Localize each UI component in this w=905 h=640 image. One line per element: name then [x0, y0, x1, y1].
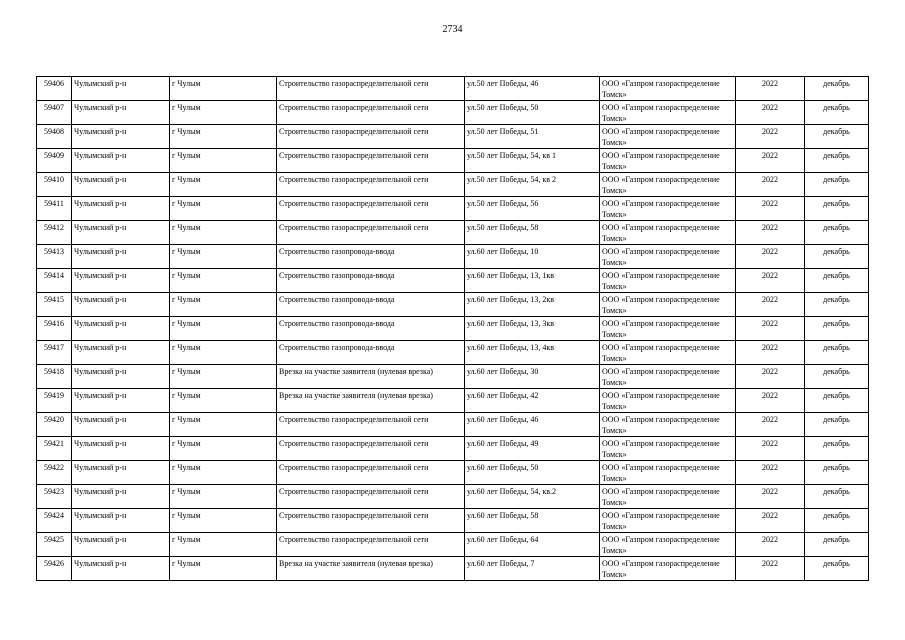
month-cell: декабрь — [805, 365, 869, 389]
settlement-cell: г Чулым — [170, 509, 277, 533]
year-cell: 2022 — [736, 197, 805, 221]
month-cell: декабрь — [805, 269, 869, 293]
settlement-cell: г Чулым — [170, 533, 277, 557]
year-cell: 2022 — [736, 173, 805, 197]
work-type-cell: Врезка на участке заявителя (нулевая врезка) — [277, 389, 465, 413]
year-cell: 2022 — [736, 437, 805, 461]
year-cell: 2022 — [736, 485, 805, 509]
row-number-cell: 59410 — [37, 173, 72, 197]
address-cell: ул.60 лет Победы, 13, 4кв — [465, 341, 600, 365]
district-cell: Чулымский р-н — [72, 485, 170, 509]
district-cell: Чулымский р-н — [72, 173, 170, 197]
work-type-cell: Строительство газораспределительной сети — [277, 221, 465, 245]
organization-cell: ООО «Газпром газораспределение Томск» — [600, 125, 736, 149]
organization-cell: ООО «Газпром газораспределение Томск» — [600, 245, 736, 269]
month-cell: декабрь — [805, 197, 869, 221]
district-cell: Чулымский р-н — [72, 149, 170, 173]
year-cell: 2022 — [736, 101, 805, 125]
year-cell: 2022 — [736, 269, 805, 293]
district-cell: Чулымский р-н — [72, 125, 170, 149]
table-row — [37, 485, 869, 509]
district-cell: Чулымский р-н — [72, 269, 170, 293]
table-row — [37, 317, 869, 341]
month-cell: декабрь — [805, 533, 869, 557]
table-row — [37, 173, 869, 197]
work-type-cell: Строительство газопровода-ввода — [277, 317, 465, 341]
table-row — [37, 149, 869, 173]
month-cell: декабрь — [805, 245, 869, 269]
settlement-cell: г Чулым — [170, 557, 277, 581]
organization-cell: ООО «Газпром газораспределение Томск» — [600, 485, 736, 509]
month-cell: декабрь — [805, 461, 869, 485]
work-type-cell: Строительство газопровода-ввода — [277, 245, 465, 269]
organization-cell: ООО «Газпром газораспределение Томск» — [600, 341, 736, 365]
month-cell: декабрь — [805, 557, 869, 581]
address-cell: ул.60 лет Победы, 58 — [465, 509, 600, 533]
district-cell: Чулымский р-н — [72, 533, 170, 557]
district-cell: Чулымский р-н — [72, 461, 170, 485]
address-cell: ул.60 лет Победы, 30 — [465, 365, 600, 389]
address-cell: ул.60 лет Победы, 13, 3кв — [465, 317, 600, 341]
year-cell: 2022 — [736, 293, 805, 317]
settlement-cell: г Чулым — [170, 293, 277, 317]
district-cell: Чулымский р-н — [72, 389, 170, 413]
row-number-cell: 59408 — [37, 125, 72, 149]
organization-cell: ООО «Газпром газораспределение Томск» — [600, 221, 736, 245]
table-row — [37, 125, 869, 149]
work-type-cell: Строительство газораспределительной сети — [277, 173, 465, 197]
address-cell: ул.50 лет Победы, 54, кв 2 — [465, 173, 600, 197]
table-row — [37, 245, 869, 269]
district-cell: Чулымский р-н — [72, 509, 170, 533]
district-cell: Чулымский р-н — [72, 437, 170, 461]
table-row — [37, 77, 869, 101]
address-cell: ул.50 лет Победы, 58 — [465, 221, 600, 245]
table-row — [37, 365, 869, 389]
organization-cell: ООО «Газпром газораспределение Томск» — [600, 197, 736, 221]
row-number-cell: 59415 — [37, 293, 72, 317]
row-number-cell: 59425 — [37, 533, 72, 557]
work-type-cell: Строительство газопровода-ввода — [277, 293, 465, 317]
year-cell: 2022 — [736, 509, 805, 533]
address-cell: ул.60 лет Победы, 64 — [465, 533, 600, 557]
address-cell: ул.50 лет Победы, 50 — [465, 101, 600, 125]
month-cell: декабрь — [805, 77, 869, 101]
table-row — [37, 413, 869, 437]
row-number-cell: 59421 — [37, 437, 72, 461]
row-number-cell: 59422 — [37, 461, 72, 485]
organization-cell: ООО «Газпром газораспределение Томск» — [600, 173, 736, 197]
address-cell: ул.60 лет Победы, 13, 1кв — [465, 269, 600, 293]
work-type-cell: Строительство газопровода-ввода — [277, 341, 465, 365]
month-cell: декабрь — [805, 509, 869, 533]
settlement-cell: г Чулым — [170, 269, 277, 293]
row-number-cell: 59411 — [37, 197, 72, 221]
row-number-cell: 59413 — [37, 245, 72, 269]
district-cell: Чулымский р-н — [72, 197, 170, 221]
district-cell: Чулымский р-н — [72, 557, 170, 581]
settlement-cell: г Чулым — [170, 485, 277, 509]
address-cell: ул.60 лет Победы, 54, кв.2 — [465, 485, 600, 509]
work-type-cell: Врезка на участке заявителя (нулевая врезка) — [277, 365, 465, 389]
month-cell: декабрь — [805, 341, 869, 365]
month-cell: декабрь — [805, 389, 869, 413]
row-number-cell: 59406 — [37, 77, 72, 101]
organization-cell: ООО «Газпром газораспределение Томск» — [600, 269, 736, 293]
settlement-cell: г Чулым — [170, 413, 277, 437]
district-cell: Чулымский р-н — [72, 413, 170, 437]
table-row — [37, 341, 869, 365]
month-cell: декабрь — [805, 221, 869, 245]
month-cell: декабрь — [805, 317, 869, 341]
month-cell: декабрь — [805, 173, 869, 197]
settlement-cell: г Чулым — [170, 173, 277, 197]
table-row — [37, 557, 869, 581]
district-cell: Чулымский р-н — [72, 101, 170, 125]
address-cell: ул.60 лет Победы, 7 — [465, 557, 600, 581]
table-row — [37, 389, 869, 413]
settlement-cell: г Чулым — [170, 317, 277, 341]
settlement-cell: г Чулым — [170, 461, 277, 485]
year-cell: 2022 — [736, 389, 805, 413]
month-cell: декабрь — [805, 485, 869, 509]
organization-cell: ООО «Газпром газораспределение Томск» — [600, 437, 736, 461]
settlement-cell: г Чулым — [170, 197, 277, 221]
work-type-cell: Врезка на участке заявителя (нулевая врезка) — [277, 557, 465, 581]
district-cell: Чулымский р-н — [72, 293, 170, 317]
settlement-cell: г Чулым — [170, 437, 277, 461]
month-cell: декабрь — [805, 437, 869, 461]
year-cell: 2022 — [736, 413, 805, 437]
settlement-cell: г Чулым — [170, 245, 277, 269]
address-cell: ул.60 лет Победы, 49 — [465, 437, 600, 461]
organization-cell: ООО «Газпром газораспределение Томск» — [600, 557, 736, 581]
month-cell: декабрь — [805, 413, 869, 437]
settlement-cell: г Чулым — [170, 365, 277, 389]
address-cell: ул.50 лет Победы, 54, кв 1 — [465, 149, 600, 173]
settlement-cell: г Чулым — [170, 221, 277, 245]
month-cell: декабрь — [805, 101, 869, 125]
row-number-cell: 59423 — [37, 485, 72, 509]
work-type-cell: Строительство газопровода-ввода — [277, 269, 465, 293]
table-row — [37, 509, 869, 533]
organization-cell: ООО «Газпром газораспределение Томск» — [600, 509, 736, 533]
settlement-cell: г Чулым — [170, 389, 277, 413]
organization-cell: ООО «Газпром газораспределение Томск» — [600, 533, 736, 557]
address-cell: ул.60 лет Победы, 50 — [465, 461, 600, 485]
address-cell: ул.60 лет Победы, 46 — [465, 413, 600, 437]
organization-cell: ООО «Газпром газораспределение Томск» — [600, 149, 736, 173]
table-row — [37, 461, 869, 485]
district-cell: Чулымский р-н — [72, 245, 170, 269]
year-cell: 2022 — [736, 77, 805, 101]
organization-cell: ООО «Газпром газораспределение Томск» — [600, 317, 736, 341]
organization-cell: ООО «Газпром газораспределение Томск» — [600, 77, 736, 101]
district-cell: Чулымский р-н — [72, 341, 170, 365]
organization-cell: ООО «Газпром газораспределение Томск» — [600, 461, 736, 485]
settlement-cell: г Чулым — [170, 101, 277, 125]
work-type-cell: Строительство газораспределительной сети — [277, 77, 465, 101]
row-number-cell: 59426 — [37, 557, 72, 581]
work-type-cell: Строительство газораспределительной сети — [277, 197, 465, 221]
row-number-cell: 59414 — [37, 269, 72, 293]
work-type-cell: Строительство газораспределительной сети — [277, 509, 465, 533]
organization-cell: ООО «Газпром газораспределение Томск» — [600, 389, 736, 413]
work-type-cell: Строительство газораспределительной сети — [277, 125, 465, 149]
page-number: 2734 — [442, 24, 463, 35]
work-type-cell: Строительство газораспределительной сети — [277, 533, 465, 557]
year-cell: 2022 — [736, 245, 805, 269]
organization-cell: ООО «Газпром газораспределение Томск» — [600, 293, 736, 317]
address-cell: ул.50 лет Победы, 56 — [465, 197, 600, 221]
row-number-cell: 59418 — [37, 365, 72, 389]
work-type-cell: Строительство газораспределительной сети — [277, 437, 465, 461]
table-row — [37, 101, 869, 125]
year-cell: 2022 — [736, 341, 805, 365]
work-type-cell: Строительство газораспределительной сети — [277, 101, 465, 125]
row-number-cell: 59407 — [37, 101, 72, 125]
table-row — [37, 221, 869, 245]
year-cell: 2022 — [736, 461, 805, 485]
work-type-cell: Строительство газораспределительной сети — [277, 149, 465, 173]
settlement-cell: г Чулым — [170, 149, 277, 173]
row-number-cell: 59420 — [37, 413, 72, 437]
table-row — [37, 269, 869, 293]
address-cell: ул.50 лет Победы, 51 — [465, 125, 600, 149]
year-cell: 2022 — [736, 149, 805, 173]
year-cell: 2022 — [736, 365, 805, 389]
address-cell: ул.50 лет Победы, 46 — [465, 77, 600, 101]
year-cell: 2022 — [736, 533, 805, 557]
table-row — [37, 197, 869, 221]
organization-cell: ООО «Газпром газораспределение Томск» — [600, 413, 736, 437]
work-type-cell: Строительство газораспределительной сети — [277, 461, 465, 485]
address-cell: ул.60 лет Победы, 42 — [465, 389, 600, 413]
year-cell: 2022 — [736, 125, 805, 149]
settlement-cell: г Чулым — [170, 77, 277, 101]
gasification-schedule-table — [36, 76, 869, 581]
row-number-cell: 59409 — [37, 149, 72, 173]
organization-cell: ООО «Газпром газораспределение Томск» — [600, 101, 736, 125]
year-cell: 2022 — [736, 557, 805, 581]
address-cell: ул.60 лет Победы, 10 — [465, 245, 600, 269]
work-type-cell: Строительство газораспределительной сети — [277, 413, 465, 437]
month-cell: декабрь — [805, 125, 869, 149]
settlement-cell: г Чулым — [170, 125, 277, 149]
district-cell: Чулымский р-н — [72, 77, 170, 101]
row-number-cell: 59419 — [37, 389, 72, 413]
table-body — [37, 77, 869, 581]
table-row — [37, 437, 869, 461]
settlement-cell: г Чулым — [170, 341, 277, 365]
organization-cell: ООО «Газпром газораспределение Томск» — [600, 365, 736, 389]
table-row — [37, 293, 869, 317]
row-number-cell: 59417 — [37, 341, 72, 365]
row-number-cell: 59416 — [37, 317, 72, 341]
work-type-cell: Строительство газораспределительной сети — [277, 485, 465, 509]
month-cell: декабрь — [805, 149, 869, 173]
month-cell: декабрь — [805, 293, 869, 317]
district-cell: Чулымский р-н — [72, 317, 170, 341]
district-cell: Чулымский р-н — [72, 221, 170, 245]
year-cell: 2022 — [736, 317, 805, 341]
year-cell: 2022 — [736, 221, 805, 245]
row-number-cell: 59412 — [37, 221, 72, 245]
table-row — [37, 533, 869, 557]
row-number-cell: 59424 — [37, 509, 72, 533]
district-cell: Чулымский р-н — [72, 365, 170, 389]
address-cell: ул.60 лет Победы, 13, 2кв — [465, 293, 600, 317]
